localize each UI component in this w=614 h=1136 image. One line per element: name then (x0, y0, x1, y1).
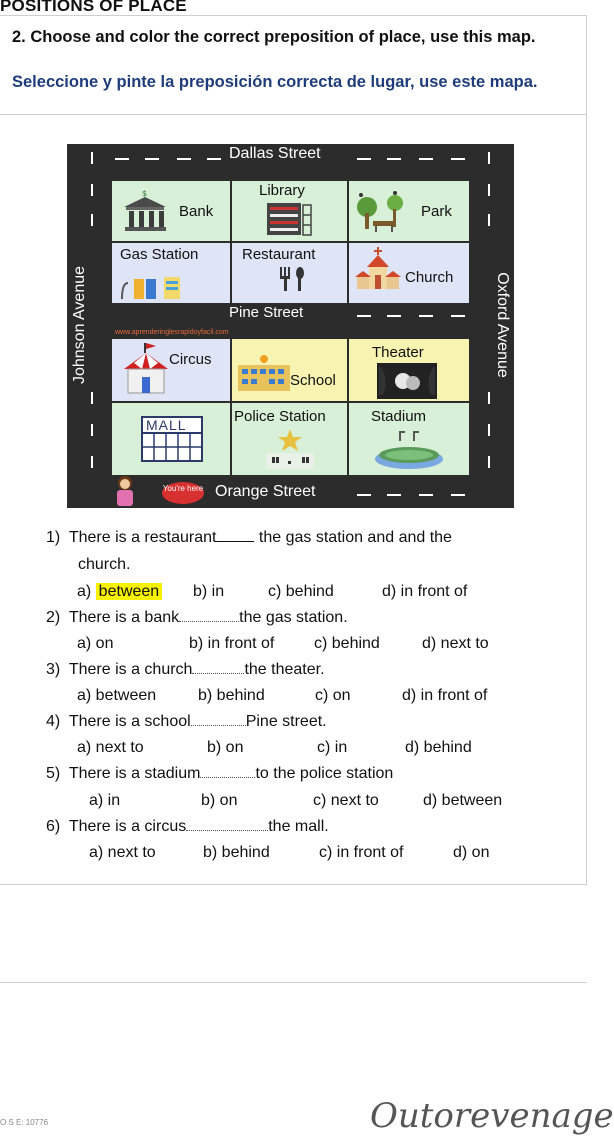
svg-text:$: $ (142, 189, 148, 198)
label-park: Park (421, 203, 452, 220)
street-pine: Pine Street (229, 304, 304, 321)
label-church: Church (405, 269, 454, 286)
q5-option-d[interactable]: d) between (423, 792, 503, 809)
instruction-english: 2. Choose and color the correct preposition of place, use this map. (12, 28, 536, 46)
question-1: 1) There is a restaurant the gas station and and the (46, 529, 452, 546)
street-johnson: Johnson Avenue (71, 265, 88, 385)
answer-blank-2[interactable] (179, 621, 239, 622)
block-stadium (349, 403, 469, 475)
label-library: Library (259, 182, 305, 199)
label-stadium: Stadium (371, 408, 427, 425)
question-1-line2: church. (78, 556, 131, 573)
label-mall: MALL (146, 417, 187, 433)
block-library (232, 181, 347, 241)
q1-option-d[interactable]: d) in front of (382, 583, 468, 600)
page-title: POSITIONS OF PLACE (0, 0, 187, 15)
question-6: 6) There is a circus the mall. (46, 818, 329, 835)
answer-blank-3[interactable] (192, 673, 244, 674)
label-restaurant: Restaurant (242, 246, 316, 263)
q1-selected-answer: between (96, 583, 163, 600)
q1-option-a[interactable]: a) between (77, 583, 162, 601)
q3-option-b[interactable]: b) behind (198, 687, 265, 704)
label-bank: Bank (179, 203, 214, 220)
q6-option-d[interactable]: d) on (453, 844, 490, 861)
street-oxford: Oxford Avenue (494, 272, 511, 378)
bank-icon (120, 189, 170, 233)
q6-option-a[interactable]: a) next to (89, 844, 156, 861)
church-icon (355, 247, 407, 301)
school-icon (236, 355, 292, 393)
park-icon (353, 191, 413, 237)
answer-blank-1[interactable] (216, 541, 254, 542)
circus-icon (122, 343, 172, 397)
block-circus (112, 339, 230, 401)
question-5: 5) There is a stadium to the police station (46, 765, 394, 782)
q5-option-a[interactable]: a) in (89, 792, 121, 809)
block-restaurant (232, 243, 347, 303)
signature: Outorevenage (370, 1096, 614, 1136)
theater-icon (377, 363, 437, 399)
stadium-icon (371, 431, 447, 471)
label-theater: Theater (372, 344, 424, 361)
q4-option-a[interactable]: a) next to (77, 739, 144, 756)
you-are-here-badge: You're here (162, 482, 204, 504)
person-icon (107, 474, 147, 506)
watermark: www.aprenderinglesrapidoyfacil.com (115, 329, 229, 336)
q2-option-b[interactable]: b) in front of (189, 635, 275, 652)
question-4: 4) There is a school Pine street. (46, 713, 327, 730)
block-school (232, 339, 347, 401)
q2-option-c[interactable]: c) behind (314, 635, 380, 652)
restaurant-icon (274, 265, 310, 295)
question-2: 2) There is a bank the gas station. (46, 609, 348, 626)
block-police-station (232, 403, 347, 475)
instruction-spanish: Seleccione y pinte la preposición correcta de lugar, use este mapa. (12, 73, 538, 91)
footer-tiny-text: O S E: 10776 (0, 1118, 49, 1127)
q3-option-a[interactable]: a) between (77, 687, 157, 704)
answer-blank-6[interactable] (186, 830, 268, 831)
q3-option-c[interactable]: c) on (315, 687, 351, 704)
q1-option-c[interactable]: c) behind (268, 583, 334, 600)
q6-option-c[interactable]: c) in front of (319, 844, 404, 861)
q4-option-c[interactable]: c) in (317, 739, 348, 756)
block-bank (112, 181, 230, 241)
street-orange: Orange Street (215, 483, 316, 500)
block-theater (349, 339, 469, 401)
q4-option-b[interactable]: b) on (207, 739, 244, 756)
q2-option-d[interactable]: d) next to (422, 635, 489, 652)
gas-station-icon (120, 265, 200, 301)
q1-option-b[interactable]: b) in (193, 583, 225, 600)
divider (0, 114, 587, 115)
city-map (67, 144, 514, 508)
footer-divider (0, 982, 587, 983)
block-park (349, 181, 469, 241)
q5-option-c[interactable]: c) next to (313, 792, 379, 809)
q4-option-d[interactable]: d) behind (405, 739, 472, 756)
q6-option-b[interactable]: b) behind (203, 844, 270, 861)
label-gas-station: Gas Station (120, 246, 199, 263)
q5-option-b[interactable]: b) on (201, 792, 238, 809)
answer-blank-5[interactable] (200, 777, 255, 778)
library-icon (265, 201, 313, 237)
q2-option-a[interactable]: a) on (77, 635, 114, 652)
block-gas-station (112, 243, 230, 303)
answer-blank-4[interactable] (191, 725, 246, 726)
block-mall (112, 403, 230, 475)
block-church (349, 243, 469, 303)
street-dallas: Dallas Street (229, 145, 321, 162)
label-school: School (290, 372, 336, 389)
question-3: 3) There is a church the theater. (46, 661, 325, 678)
q3-option-d[interactable]: d) in front of (402, 687, 488, 704)
label-police-station: Police Station (234, 408, 326, 425)
label-circus: Circus (169, 351, 212, 368)
police-station-icon (262, 429, 318, 471)
